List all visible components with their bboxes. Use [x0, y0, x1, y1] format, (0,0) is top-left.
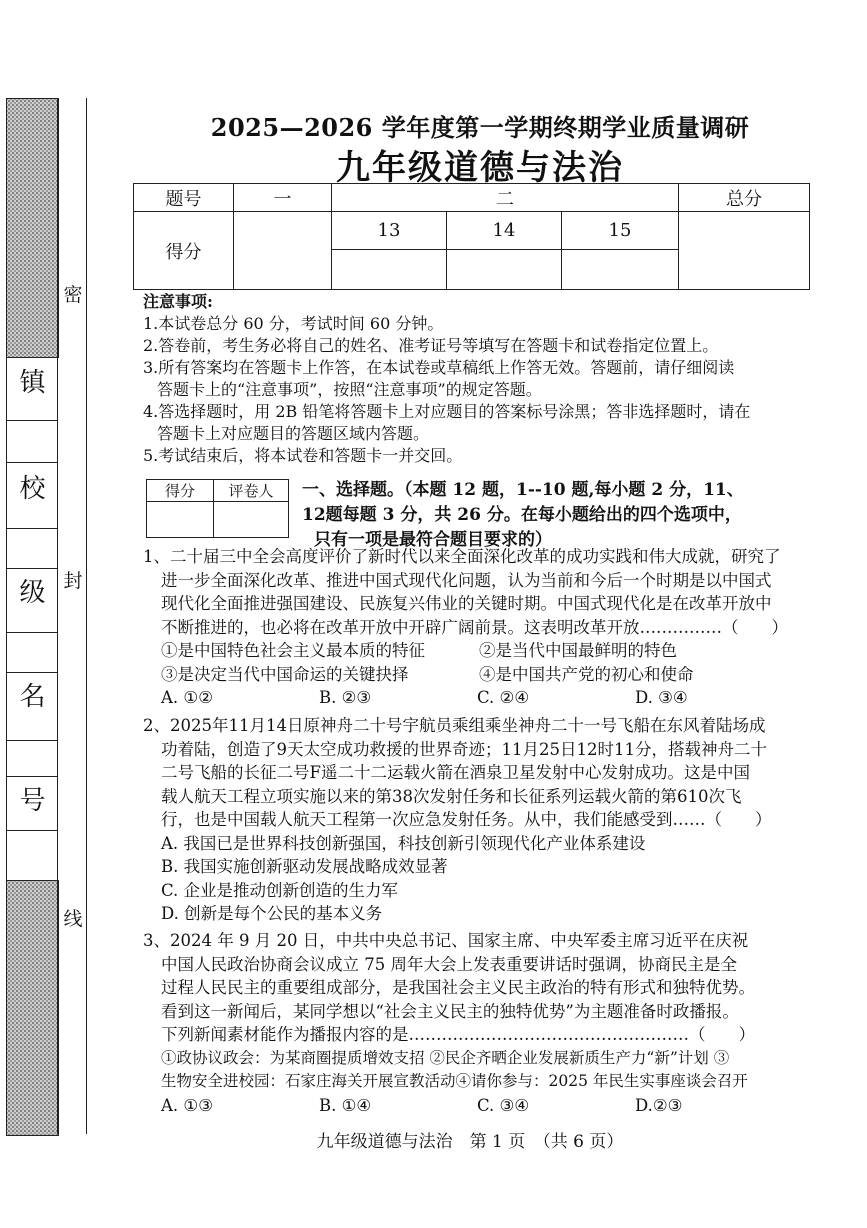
option-c: C. ②④ — [477, 688, 530, 707]
question-text-line: 下列新闻素材能作为播报内容的是……………………………………………（ ） — [161, 1025, 755, 1044]
score-table-sub-15: 15 — [562, 212, 679, 250]
score-table-sub-13: 13 — [332, 212, 447, 250]
notes-item: 2.答卷前，考生务必将自己的姓名、准考证号等填写在答题卡和试卷指定位置上。 — [143, 336, 719, 355]
question-text-line: 现代化全面推进强国建设、民族复兴伟业的关键时期。中国式现代化是在改革开放中 — [161, 594, 772, 613]
score-table-label-number: 题号 — [134, 184, 234, 212]
question-text-line: 1、二十届三中全会高度评价了新时代以来全面深化改革的成功实践和伟大成就，研究了 — [143, 547, 781, 566]
grader-reviewer-label: 评卷人 — [214, 480, 289, 502]
question-text-line: 2、2025年11月14日原神舟二十号宇航员乘组乘坐神舟二十一号飞船在东风着陆场成 — [143, 716, 766, 735]
score-cell-13 — [332, 250, 447, 290]
grader-table — [146, 479, 289, 538]
option-a: A. ①② — [161, 688, 213, 707]
score-table — [133, 183, 810, 290]
option-b: B. ②③ — [319, 688, 372, 707]
options-row — [161, 1094, 813, 1118]
subject-title: 九年级道德与法治 — [336, 148, 624, 188]
exam-title: 2025—2026 学年度第一学期终期学业质量调研 — [210, 113, 750, 142]
score-cell-part1 — [234, 212, 332, 290]
notes-title: 注意事项: — [143, 292, 213, 311]
question-1 — [143, 545, 813, 710]
statement: ①是中国特色社会主义最本质的特征 — [161, 641, 425, 660]
score-cell-total — [679, 212, 810, 290]
town-line-2 — [7, 462, 58, 463]
question-text-line: 载人航天工程立项实施以来的第38次发射任务和长征系列运载火箭的第610次飞 — [161, 786, 742, 806]
binding-hatch-bottom — [6, 880, 59, 1136]
statement-row — [161, 639, 813, 663]
question-text-line: 行，也是中国载人航天工程第一次应急发射任务。从中，我们能感受到……（ ） — [161, 810, 772, 829]
school-label: 校 — [19, 474, 46, 504]
question-text-line: 进一步全面深化改革、推进中国式现代化问题，认为当前和今后一个时期是以中国式 — [161, 570, 772, 590]
name-line-2 — [7, 776, 58, 777]
section-heading-line: 12题每题 3 分，共 26 分。在每小题给出的四个选项中， — [302, 505, 742, 525]
number-line — [7, 830, 58, 831]
score-table-sub-14: 14 — [447, 212, 562, 250]
section-heading — [302, 478, 812, 553]
score-table-part2: 二 — [332, 184, 679, 212]
option-c: C. 企业是推动创新创造的生力军 — [161, 880, 399, 900]
exam-notes — [143, 291, 823, 467]
name-line — [7, 740, 58, 741]
number-label: 号 — [19, 786, 46, 816]
school-line — [7, 528, 58, 529]
class-label: 级 — [19, 578, 46, 608]
question-text-line: 中国人民政治协商会议成立 75 周年大会上发表重要讲话时强调，协商民主是全 — [161, 954, 737, 974]
seal-line-strip — [57, 98, 87, 1134]
class-line — [7, 632, 58, 633]
town-label: 镇 — [19, 368, 46, 398]
notes-item: 答题卡上对应题目的答题区域内答题。 — [157, 424, 430, 443]
seal-char-feng: 封 — [63, 570, 83, 592]
score-table-part1: 一 — [234, 184, 332, 212]
option-c: C. ③④ — [477, 1095, 530, 1115]
question-2 — [143, 714, 813, 926]
seal-char-xian: 线 — [63, 908, 83, 930]
grader-score-cell — [147, 502, 214, 538]
option-a: A. ①③ — [161, 1095, 213, 1115]
statement: ②是当代中国最鲜明的特色 — [479, 641, 677, 660]
option-b: B. 我国实施创新驱动发展战略成效显著 — [161, 857, 448, 876]
notes-item: 答题卡上的“注意事项”，按照“注意事项”的规定答题。 — [157, 380, 542, 399]
question-text-line: 二号飞船的长征二号F遥二十二运载火箭在酒泉卫星发射中心发射成功。这是中国 — [161, 763, 750, 782]
notes-item: 4.答选择题时，用 2B 铅笔将答题卡上对应题目的答案标号涂黑；答非选择题时，请在 — [143, 402, 751, 421]
grader-reviewer-cell — [214, 502, 289, 538]
notes-item: 3.所有答案均在答题卡上作答，在本试卷或草稿纸上作答无效。答题前，请仔细阅读 — [143, 358, 735, 377]
seal-char-mi: 密 — [63, 284, 83, 306]
school-line-2 — [7, 568, 58, 569]
binding-hatch-top — [6, 98, 59, 358]
statement-row — [161, 663, 813, 687]
question-text-line: 不断推进的，也必将在改革开放中开辟广阔前景。这表明改革开放……………（ ） — [161, 617, 788, 637]
town-line — [7, 420, 58, 421]
notes-item: 1.本试卷总分 60 分，考试时间 60 分钟。 — [143, 314, 444, 333]
option-b: B. ①④ — [319, 1095, 372, 1115]
option-a: A. 我国已是世界科技创新强国，科技创新引领现代化产业体系建设 — [161, 833, 646, 853]
score-table-label-score: 得分 — [134, 212, 234, 290]
question-text-line: ①政协议政会：为某商圈提质增效支招 ②民企齐晒企业发展新质生产力“新”计划 ③ — [161, 1048, 730, 1067]
score-cell-15 — [562, 250, 679, 290]
option-d: D.②③ — [635, 1095, 683, 1115]
section-heading-line: 只有一项是最符合题目要求的） — [314, 530, 552, 550]
question-text-line: 生物安全进校园：石家庄海关开展宣教活动④请你参与：2025 年民生实事座谈会召开 — [161, 1072, 748, 1090]
class-line-2 — [7, 672, 58, 673]
statement: ④是中国共产党的初心和使命 — [479, 664, 694, 684]
question-text-line: 过程人民民主的重要组成部分，是我国社会主义民主政治的特有形式和独特优势。 — [161, 978, 755, 997]
options-row — [161, 686, 813, 710]
score-cell-14 — [447, 250, 562, 290]
notes-item: 5.考试结束后，将本试卷和答题卡一并交回。 — [143, 446, 463, 465]
question-3 — [143, 929, 813, 1117]
question-text-line: 3、2024 年 9 月 20 日，中共中央总书记、国家主席、中央军委主席习近平在庆祝 — [143, 931, 749, 950]
question-text-line: 功着陆，创造了9天太空成功救援的世界奇迹；11月25日12时11分，搭载神舟二十 — [161, 739, 767, 759]
page-footer: 九年级道德与法治 第 1 页 （共 6 页） — [316, 1132, 624, 1152]
name-label: 名 — [19, 682, 46, 712]
statement: ③是决定当代中国命运的关键抉择 — [161, 664, 409, 684]
option-d: D. ③④ — [635, 688, 688, 707]
question-text-line: 看到这一新闻后，某同学想以“社会主义民主的独特优势”为主题准备时政播报。 — [161, 1001, 739, 1021]
student-info-column — [6, 356, 58, 880]
section-heading-line: 一、选择题。（本题 12 题，1--10 题,每小题 2 分，11、 — [302, 480, 744, 500]
grader-score-label: 得分 — [147, 480, 214, 502]
option-d: D. 创新是每个公民的基本义务 — [161, 904, 383, 923]
score-table-total-header: 总分 — [679, 184, 810, 212]
